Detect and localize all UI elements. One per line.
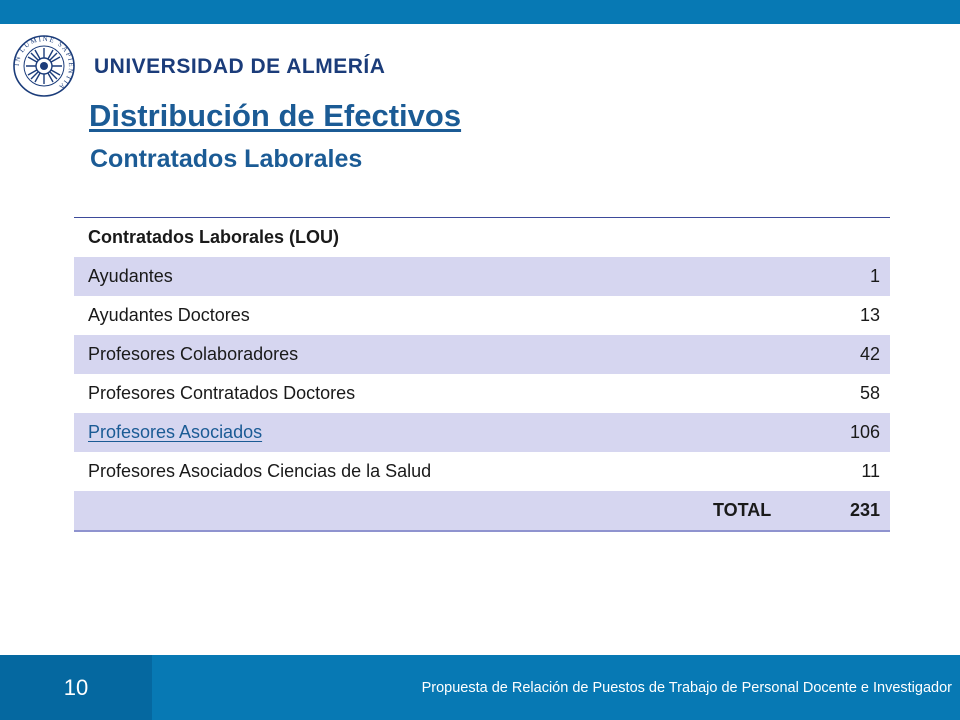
row-value: 1: [785, 257, 890, 296]
footer-text: Propuesta de Relación de Puestos de Trabajo de Personal Docente e Investigador: [421, 680, 952, 696]
table-row: [74, 413, 890, 452]
page-number: 10: [0, 655, 152, 720]
row-value: 42: [785, 335, 890, 374]
row-label: Profesores Contratados Doctores: [74, 374, 785, 413]
university-seal-icon: [12, 34, 76, 98]
slide-title[interactable]: Distribución de Efectivos: [89, 98, 462, 133]
table-row: [74, 335, 890, 374]
row-label: Ayudantes Doctores: [74, 296, 785, 335]
table-header: Contratados Laborales (LOU): [74, 218, 890, 258]
top-accent-bar: [0, 0, 960, 24]
row-label: Profesores Asociados Ciencias de la Salud: [74, 452, 785, 491]
university-name: UNIVERSIDAD DE ALMERÍA: [94, 55, 386, 78]
total-row: [74, 491, 890, 531]
total-value: 231: [785, 491, 890, 531]
slide-subtitle: Contratados Laborales: [90, 145, 363, 173]
row-value: 58: [785, 374, 890, 413]
row-label: Ayudantes: [74, 257, 785, 296]
table-row: [74, 296, 890, 335]
row-label: Profesores Colaboradores: [74, 335, 785, 374]
row-value: 11: [785, 452, 890, 491]
row-value: 13: [785, 296, 890, 335]
table-row: [74, 452, 890, 491]
table-row: [74, 374, 890, 413]
profesores-asociados-link[interactable]: Profesores Asociados: [88, 422, 263, 442]
table-row: [74, 257, 890, 296]
row-label-cell: [74, 413, 785, 452]
contratados-table: [74, 217, 890, 532]
seal-motto: IN LUMINE SAPIENTIA: [12, 34, 76, 92]
table-header-row: [74, 218, 890, 258]
row-value: 106: [785, 413, 890, 452]
total-label: TOTAL: [74, 491, 785, 531]
footer-bar: [0, 655, 960, 720]
